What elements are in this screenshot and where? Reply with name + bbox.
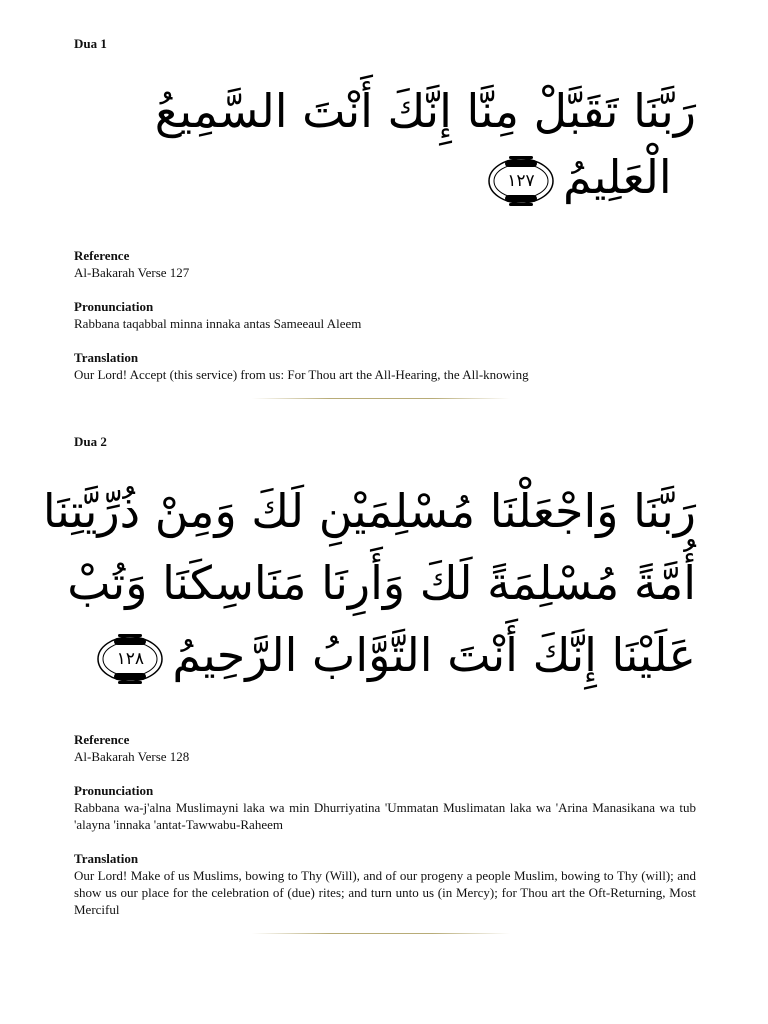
- dua-2-arabic-line-3-row: [74, 622, 696, 688]
- verse-marker-127: [487, 156, 555, 206]
- dua-1-arabic-line-1: رَبَّنَا تَقَبَّلْ مِنَّا إِنَّكَ أَنْتَ السَّمِيعُ: [154, 84, 696, 138]
- dua-1-translation-label: Translation: [74, 350, 139, 365]
- dua-1-reference: Al-Bakarah Verse 127: [74, 265, 190, 280]
- dua-1-pronunciation: Rabbana taqabbal minna innaka antas Sameeaul Aleem: [74, 316, 362, 331]
- dua-1-heading: Dua 1: [74, 36, 107, 51]
- dua-2-arabic-text: [42, 478, 696, 688]
- dua-1-translation: Our Lord! Accept (this service) from us: For Thou art the All-Hearing, the All-knowing: [74, 367, 529, 382]
- dua-1-details: [74, 247, 696, 383]
- dua-1-arabic-line-2: الْعَلِيمُ: [563, 150, 672, 204]
- verse-marker-number: ١٢٧: [507, 170, 535, 191]
- section-divider-2: [252, 933, 510, 934]
- dua-1-arabic-line-2-row: [74, 144, 696, 210]
- dua-1-arabic-text: [74, 78, 696, 210]
- verse-marker-128: [96, 634, 164, 684]
- dua-1-reference-label: Reference: [74, 248, 130, 263]
- dua-2-arabic-line-2: أُمَّةً مُسْلِمَةً لَكَ وَأَرِنَا مَنَاسِكَنَا وَتُبْ: [67, 556, 696, 610]
- dua-2-heading: Dua 2: [74, 434, 107, 449]
- dua-2-arabic-line-3: عَلَيْنَا إِنَّكَ أَنْتَ التَّوَّابُ الرَّحِيمُ: [172, 628, 696, 682]
- dua-2-arabic-line-1: رَبَّنَا وَاجْعَلْنَا مُسْلِمَيْنِ لَكَ وَمِنْ ذُرِّيَّتِنَا: [42, 484, 696, 538]
- section-divider-1: [252, 398, 510, 399]
- dua-2-details: [74, 731, 696, 918]
- dua-2-pronunciation: Rabbana wa-j'alna Muslimayni laka wa min Dhurriyatina 'Ummatan Muslimatan laka wa 'Arina Manasikana wa tub 'alayna 'innaka 'antat-Tawwabu-Raheem: [74, 800, 696, 832]
- dua-2-reference: Al-Bakarah Verse 128: [74, 749, 190, 764]
- dua-2-translation: Our Lord! Make of us Muslims, bowing to Thy (Will), and of our progeny a people Muslim, bowing to Thy (will); and show us our place for the celebration of (due) rites; and turn unto us (in Mercy); for Thou art the Oft-Returning, Most Merciful: [74, 868, 696, 917]
- dua-1-pronunciation-label: Pronunciation: [74, 299, 154, 314]
- verse-marker-number: ١٢٨: [116, 648, 145, 669]
- dua-2-reference-label: Reference: [74, 732, 130, 747]
- dua-2-translation-label: Translation: [74, 851, 139, 866]
- dua-2-pronunciation-label: Pronunciation: [74, 783, 154, 798]
